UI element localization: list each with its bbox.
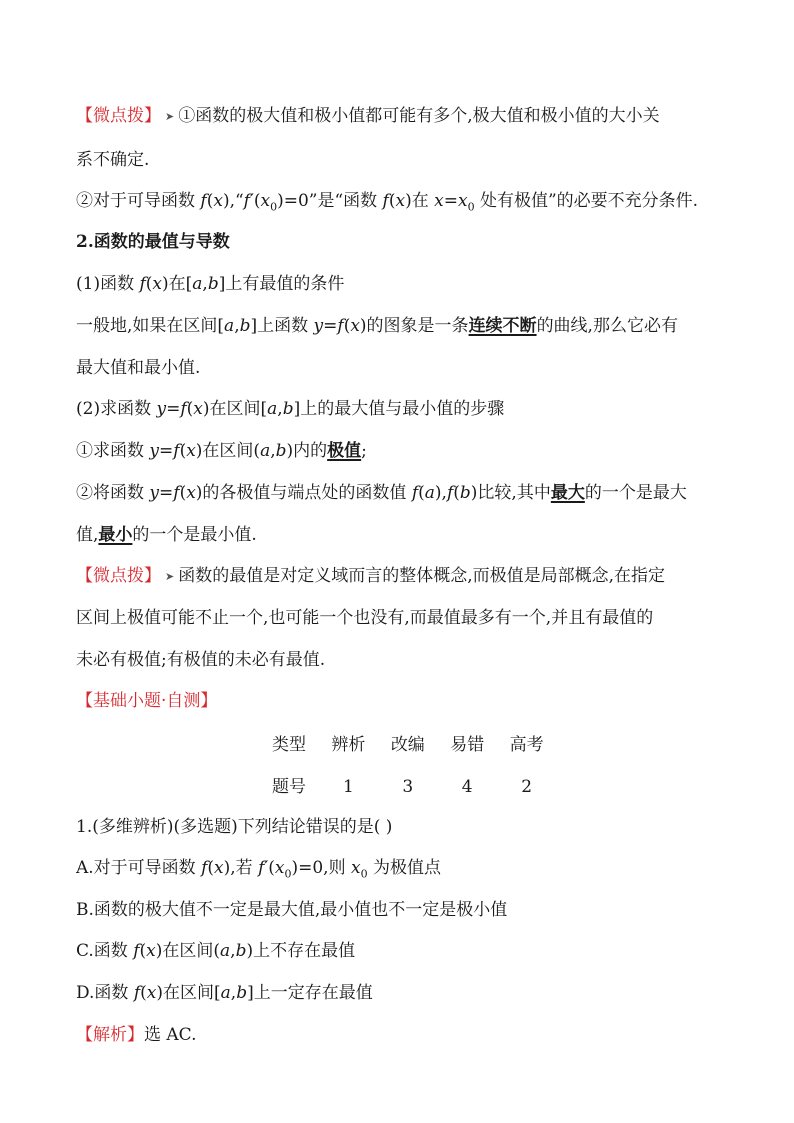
table-header-cell: 辨析 xyxy=(331,735,366,755)
keyword-min: 最小 xyxy=(98,525,133,545)
tip-label: 【微点拨】 xyxy=(76,106,161,126)
table-cell: 4 xyxy=(461,777,473,797)
tip3-line-2: 区间上极值可能不止一个,也可能一个也没有,而最值最多有一个,并且有最值的 xyxy=(76,608,654,628)
right-triangle-arrow-icon: ➤ xyxy=(165,570,175,583)
keyword-max: 最大 xyxy=(550,483,585,503)
keyword-extremum: 极值 xyxy=(327,441,362,461)
paragraph-7: 值,最小的一个是最小值. xyxy=(76,525,257,545)
keyword-continuous: 连续不断 xyxy=(468,316,537,336)
option-a: A.对于可导函数 f(x),若 $f'(x_0)=0$,则 $x_0$ 为极值点 xyxy=(76,858,441,881)
basics-heading: 【基础小题·自测】 xyxy=(76,691,218,711)
tip-line-2: 系不确定. xyxy=(76,150,150,170)
tip3-line-3: 未必有极值;有极值的未必有最值. xyxy=(76,650,326,670)
question-type-table-row xyxy=(262,772,554,797)
analysis-line xyxy=(76,1023,726,1047)
question-type-table-header xyxy=(262,730,554,755)
option-d: D.函数 f(x)在区间[a,b]上一定存在最值 xyxy=(76,983,373,1003)
paragraph-2: 一般地,如果在区间[a,b]上函数 y=f(x)的图象是一条连续不断的曲线,那么它必有 xyxy=(76,316,678,336)
paragraph-3: 最大值和最小值. xyxy=(76,358,201,378)
tip3-line-1: 【微点拨】 ➤ 函数的最值是对定义域而言的整体概念,而极值是局部概念,在指定 xyxy=(76,564,726,589)
table-header-cell: 改编 xyxy=(390,735,425,755)
paragraph-5: ①求函数 y=f(x)在区间(a,b)内的极值; xyxy=(76,441,367,461)
paragraph-4: (2)求函数 y=f(x)在区间[a,b]上的最大值与最小值的步骤 xyxy=(76,399,505,419)
table-header-cell: 高考 xyxy=(509,735,544,755)
section-title: 2.函数的最值与导数 xyxy=(76,232,230,252)
paragraph-6: ②将函数 y=f(x)的各极值与端点处的函数值 f(a),f(b)比较,其中最大的一个是最大 xyxy=(76,483,687,503)
option-c: C.函数 f(x)在区间(a,b)上不存在最值 xyxy=(76,941,356,961)
option-b: B.函数的极大值不一定是最大值,最小值也不一定是极小值 xyxy=(76,900,508,920)
table-cell: 2 xyxy=(521,777,533,797)
table-cell: 题号 xyxy=(272,777,306,797)
table-cell: 3 xyxy=(402,777,414,797)
table-header-cell: 类型 xyxy=(272,735,306,755)
tip2-line: ②对于可导函数 $f(x),“f'(x_0)=0$”是“函数 f(x)在 $x=x_0$ 处有极值”的必要不充分条件. xyxy=(76,191,699,214)
tip-line-1: 【微点拨】 ➤ ①函数的极大值和极小值都可能有多个,极大值和极小值的大小关 xyxy=(76,104,726,129)
paragraph-1: (1)函数 f(x)在[a,b]上有最值的条件 xyxy=(76,274,345,294)
table-cell: 1 xyxy=(342,777,354,797)
question-stem: 1.(多维辨析)(多选题)下列结论错误的是( ) xyxy=(76,817,393,837)
analysis-label: 【解析】 xyxy=(76,1025,144,1045)
right-triangle-arrow-icon: ➤ xyxy=(165,110,175,123)
table-header-cell: 易错 xyxy=(450,735,485,755)
analysis-text: 选 AC. xyxy=(144,1025,197,1045)
